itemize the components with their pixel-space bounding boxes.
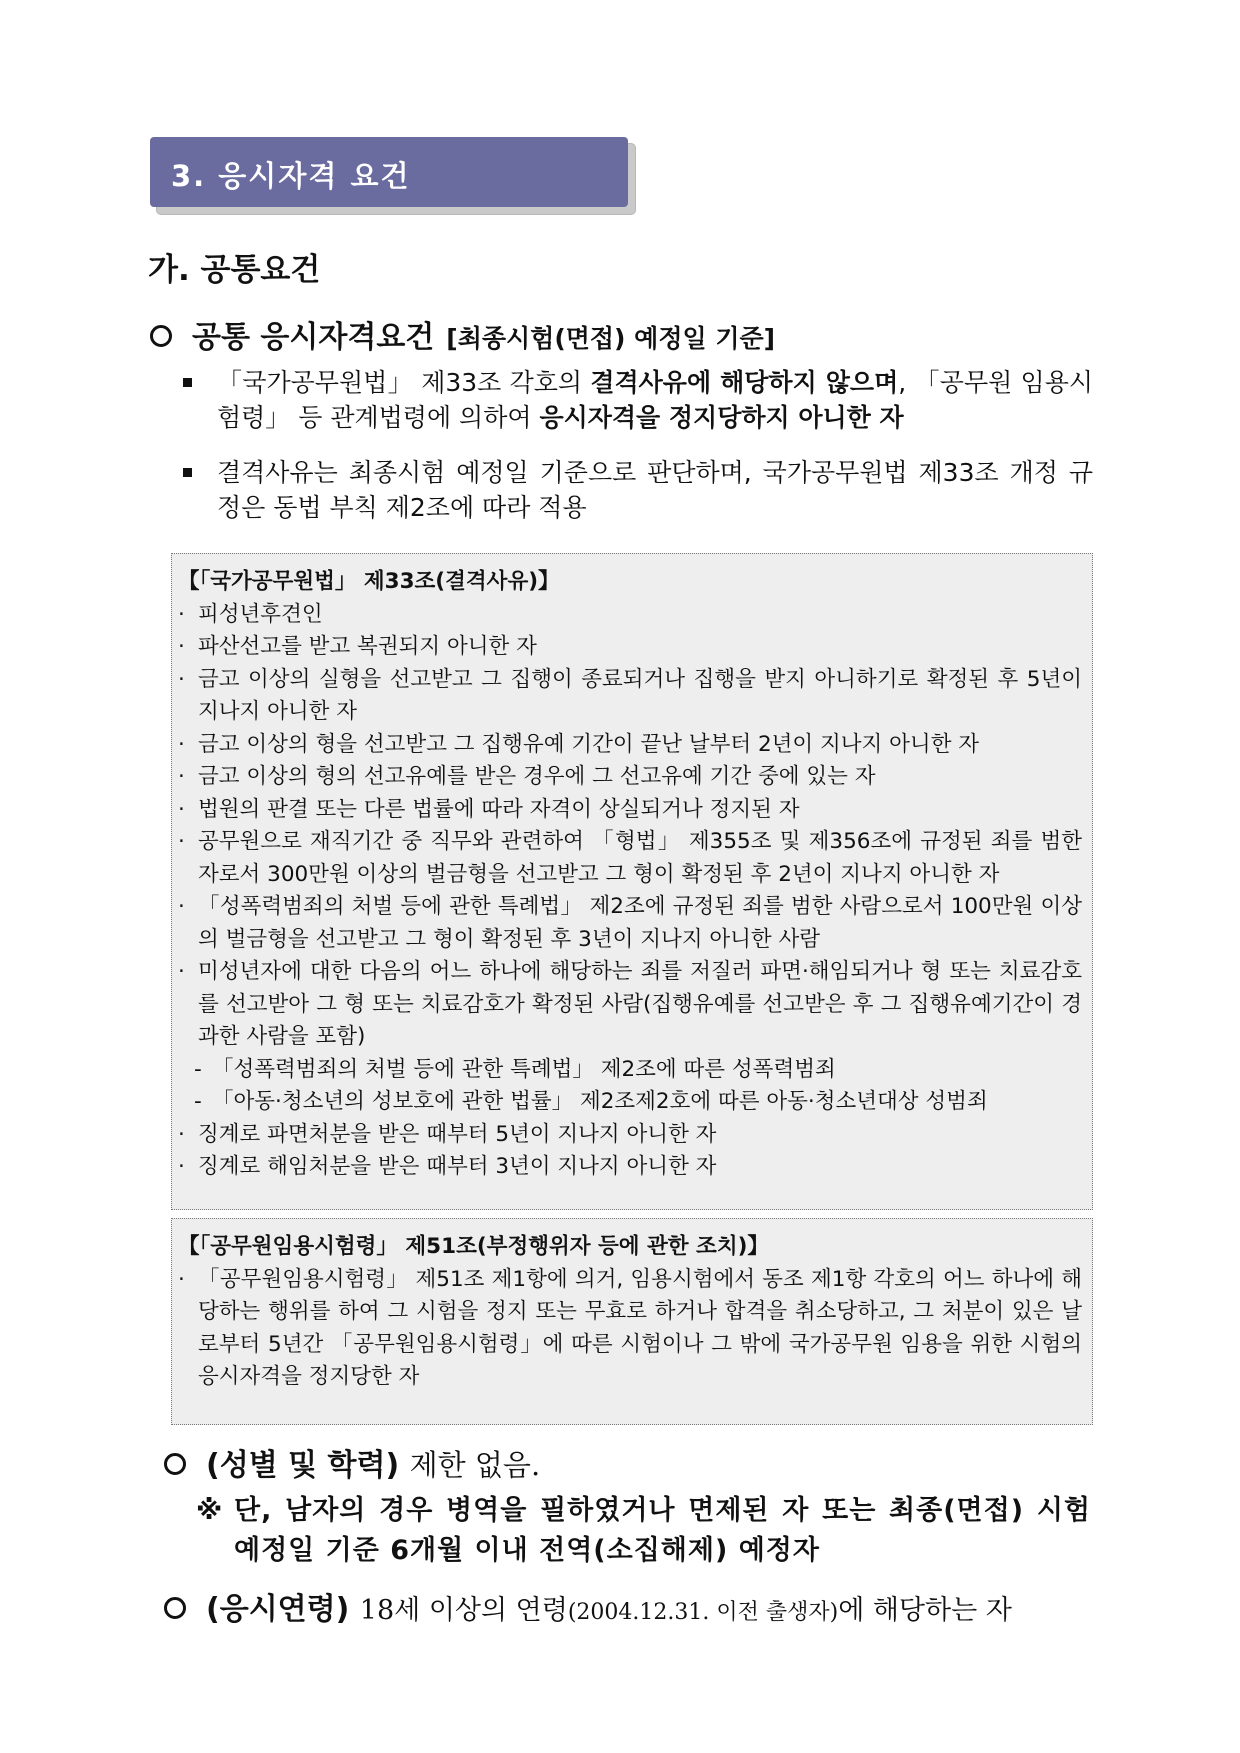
gender-label: (성별 및 학력) xyxy=(206,1448,400,1483)
row-bullet: · xyxy=(178,764,185,789)
subheading: 가. 공통요건 xyxy=(148,252,321,288)
military-note xyxy=(196,1491,1091,1571)
gender-education-heading xyxy=(164,1440,540,1484)
disqualification-row xyxy=(172,729,1092,762)
row-bullet: · xyxy=(178,1266,185,1292)
disqualification-row xyxy=(172,1119,1092,1152)
sub-row xyxy=(172,1054,1092,1087)
row-bullet: · xyxy=(178,731,185,757)
row-bullet: - xyxy=(194,1056,202,1082)
requirement-item-2 xyxy=(183,455,1093,525)
circle-bullet-icon xyxy=(164,1597,186,1619)
disqualification-box-title: 【「국가공무원법」 제33조(결격사유)】 xyxy=(178,569,560,594)
disqualification-row xyxy=(172,761,1092,794)
row-bullet: · xyxy=(178,601,185,627)
gender-value: 제한 없음. xyxy=(409,1448,541,1482)
disqualification-box xyxy=(171,553,1093,1210)
common-basis: [최종시험(면접) 예정일 기준] xyxy=(446,324,776,353)
common-requirements-heading xyxy=(150,312,775,356)
note-text: 단, 남자의 경우 병역을 필하였거나 면제된 자 또는 최종(면접) 시험 예정일 기준 6개월 이내 전역(소집해제) 예정자 xyxy=(234,1495,1091,1566)
misconduct-box xyxy=(171,1218,1093,1425)
row-bullet: · xyxy=(178,796,185,822)
row-bullet: · xyxy=(178,829,185,854)
row-text: 「공무원임용시험령」 제51조 제1항에 의거, 임용시험에서 동조 제1항 각호의 어느 하나에 해당하는 행위를 하여 그 시험을 정지 또는 무효로 하거나 합격을 취소당하고, 그 처분이 있은 날로부터 5년간 「공무원임용시험령」에 따른 시험이나 그 밖에 국가공무원 임용을 위한 시험의 응시자격을 정지당한 자 xyxy=(198,1266,1082,1389)
row-text: 「성폭력범죄의 처벌 등에 관한 특례법」 제2조에 규정된 죄를 범한 사람으로서 100만원 이상의 벌금형을 선고받고 그 형이 확정된 후 3년이 지나지 아니한 사람 xyxy=(198,894,1082,952)
requirement-item-1-text xyxy=(217,365,1093,435)
age-value-b: (2004.12.31. 이전 출생자) xyxy=(567,1600,839,1625)
disqualification-row xyxy=(172,794,1092,827)
row-bullet: · xyxy=(178,634,185,659)
row-bullet: · xyxy=(178,959,185,984)
text-part: 「국가공무원법」 제33조 각호의 xyxy=(217,368,591,397)
age-label: (응시연령) xyxy=(206,1592,350,1627)
disqualification-list xyxy=(172,599,1092,1184)
row-text: 징계로 파면처분을 받은 때부터 5년이 지나지 아니한 자 xyxy=(198,1121,717,1147)
text-part-bold: 응시자격을 정지당하지 아니한 자 xyxy=(539,403,904,432)
disqualification-row xyxy=(172,631,1092,664)
age-value-a: 18세 이상의 연령 xyxy=(359,1595,568,1626)
row-text: 금고 이상의 형의 선고유예를 받은 경우에 그 선고유예 기간 중에 있는 자 xyxy=(198,764,876,789)
age-heading xyxy=(164,1584,1012,1628)
requirement-item-2-text: 결격사유는 최종시험 예정일 기준으로 판단하며, 국가공무원법 제33조 개정 규정은 동법 부칙 제2조에 따라 적용 xyxy=(217,458,1093,522)
row-bullet: · xyxy=(178,1154,185,1179)
row-text: 피성년후견인 xyxy=(198,601,323,627)
disqualification-row xyxy=(172,956,1092,1054)
section-header-box xyxy=(150,137,628,207)
text-part: , 「공무원 임용시험령」 등 관계법령에 의하여 xyxy=(217,368,1093,432)
row-bullet: - xyxy=(194,1089,202,1114)
row-text: 금고 이상의 형을 선고받고 그 집행유예 기간이 끝난 날부터 2년이 지나지 아니한 자 xyxy=(198,731,980,757)
circle-bullet-icon xyxy=(150,325,172,347)
row-text: 공무원으로 재직기간 중 직무와 관련하여 「형법」 제355조 및 제356조에 규정된 죄를 범한 자로서 300만원 이상의 벌금형을 선고받고 그 형이 확정된 후 2년이 지나지 아니한 자 xyxy=(198,829,1082,887)
row-bullet: · xyxy=(178,894,185,919)
misconduct-row xyxy=(172,1264,1092,1394)
row-text: 미성년자에 대한 다음의 어느 하나에 해당하는 죄를 저질러 파면·해임되거나 형 또는 치료감호를 선고받아 그 형 또는 치료감호가 확정된 사람(집행유예를 선고받은 후 그 집행유예기간이 경과한 사람을 포함) xyxy=(198,959,1082,1049)
sub-row xyxy=(172,1086,1092,1119)
row-text: 금고 이상의 실형을 선고받고 그 집행이 종료되거나 집행을 받지 아니하기로 확정된 후 5년이 지나지 아니한 자 xyxy=(198,666,1082,724)
disqualification-row xyxy=(172,664,1092,729)
row-bullet: · xyxy=(178,666,185,692)
disqualification-row xyxy=(172,1151,1092,1184)
row-text: 파산선고를 받고 복권되지 아니한 자 xyxy=(198,634,537,659)
row-text: 법원의 판결 또는 다른 법률에 따라 자격이 상실되거나 정지된 자 xyxy=(198,796,800,822)
section-header-title: 3. 응시자격 요건 xyxy=(171,159,411,193)
circle-bullet-icon xyxy=(164,1453,186,1475)
disqualification-row xyxy=(172,891,1092,956)
row-text: 징계로 해임처분을 받은 때부터 3년이 지나지 아니한 자 xyxy=(198,1154,717,1179)
row-text: 「성폭력범죄의 처벌 등에 관한 특례법」 제2조에 따른 성폭력범죄 xyxy=(212,1056,836,1082)
text-part-bold: 결격사유에 해당하지 않으며 xyxy=(590,368,899,397)
row-bullet: · xyxy=(178,1121,185,1147)
row-text: 「아동·청소년의 성보호에 관한 법률」 제2조제2호에 따른 아동·청소년대상 성범죄 xyxy=(212,1089,988,1114)
disqualification-row xyxy=(172,599,1092,632)
square-bullet-icon xyxy=(183,468,192,477)
note-mark: ※ xyxy=(196,1495,224,1526)
square-bullet-icon xyxy=(183,378,192,387)
disqualification-row xyxy=(172,826,1092,891)
age-value-c: 에 해당하는 자 xyxy=(838,1595,1012,1626)
requirement-item-1 xyxy=(183,365,1093,435)
common-title: 공통 응시자격요건 xyxy=(192,320,435,355)
misconduct-box-title: 【「공무원임용시험령」 제51조(부정행위자 등에 관한 조치)】 xyxy=(178,1234,769,1259)
